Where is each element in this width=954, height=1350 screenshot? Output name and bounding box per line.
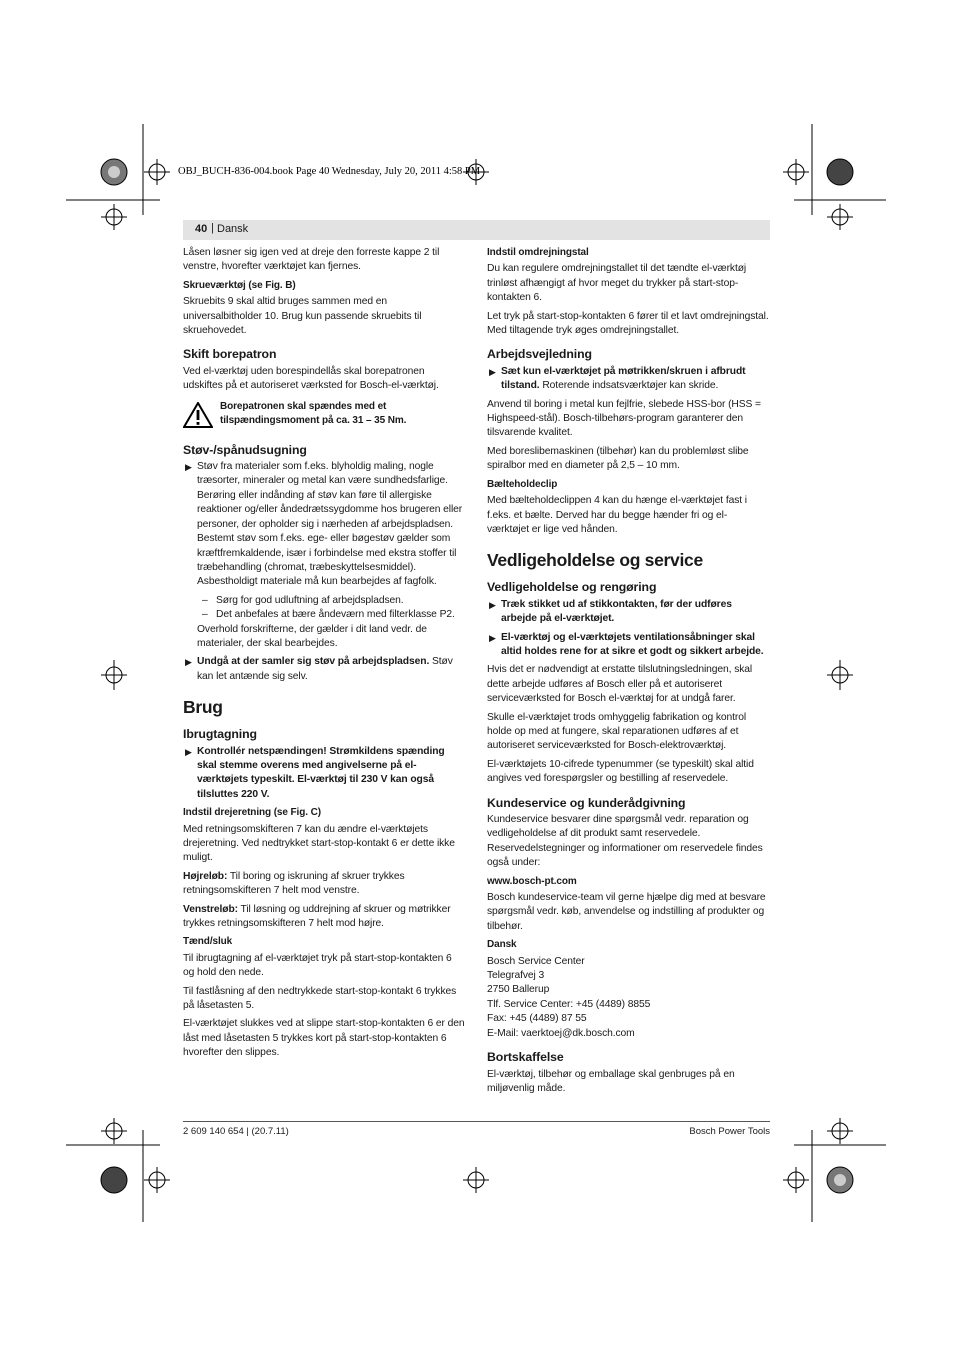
address-line: Telegrafvej 3 <box>487 970 545 982</box>
chuck-paragraph: Ved el-værktøj uden borespindellås skal borepatronen udskiftes på et autoriseret værksted for Bosch-el-værktøj. <box>183 365 439 392</box>
ibrug-bullet-text: Kontrollér netspændingen! Strømkildens spænding skal stemme overens med angivelserne på el-værktøjets typeskilt. El-værktøj til 230 V kan også tilsluttes 220 V. <box>197 745 445 800</box>
footer-brand: Bosch Power Tools <box>689 1126 770 1137</box>
clip-paragraph: Med bælteholdeclippen 4 kan du hænge el-værktøjet fast i f.eks. et bælte. Derved har du begge hænder fri og el-værktøjet er lige ved hånden. <box>487 495 747 535</box>
bullet-icon: ▶ <box>185 746 192 757</box>
onoff-paragraph-3: El-værktøjet slukkes ved at slippe start-stop-kontakten 6 er den låst med låsetasten 5 trykkes kort på start-stop-kontakten 6 hvorefter den slippes. <box>183 1018 465 1059</box>
address-line: 2750 Ballerup <box>487 984 550 996</box>
dust-note: Overhold forskrifterne, der gælder i dit land vedr. de materialer, der skal bearbejdes. <box>197 623 427 649</box>
dust-bullet <box>183 460 465 590</box>
footer-doc-number: 2 609 140 654 | (20.7.11) <box>183 1126 289 1137</box>
clean-title: Vedligeholdelse og rengøring <box>487 580 657 595</box>
bullet-icon: ▶ <box>489 366 496 377</box>
chuck-warning-text: Borepatronen skal spændes med et tilspændingsmoment på ca. 31 – 35 Nm. <box>220 400 407 427</box>
chuck-warning <box>183 400 465 434</box>
right-column <box>487 246 769 1100</box>
warning-icon <box>183 402 213 428</box>
left-run-paragraph <box>183 903 465 932</box>
screwdriver-paragraph: Skruebits 9 skal altid bruges sammen med en universalbitholder 10. Brug kun passende skruebits til skruehovedet. <box>183 296 422 337</box>
dust-bullet-text: Støv fra materialer som f.eks. blyholdig maling, nogle træsorter, mineraler og metal kan være sundhedsfarlige. Berøring eller indånding af støv kan føre til allergiske reaktioner og/eller åndedrætssygdomme hos brugeren eller personer, der opholder sig i nærheden af arbejdspladsen. Bestemt støv som f.eks. ege- eller bøgestøv gælder som kræftfremkaldende, især i forbindelse med ekstra stoffer til træbehandling (chromat, træbeskyttelsesmiddel). Asbestholdigt materiale må kun bearbejdes af fagfolk. <box>197 461 463 588</box>
onoff-title: Tænd/sluk <box>183 936 233 948</box>
right-run-paragraph <box>183 870 465 899</box>
direction-title: Indstil drejeretning (se Fig. C) <box>183 807 321 819</box>
address-line: Bosch Service Center <box>487 955 585 967</box>
address-block <box>487 955 769 1041</box>
fax-line: Fax: +45 (4489) 87 55 <box>487 1013 587 1025</box>
header-separator: | <box>211 222 214 234</box>
print-header: OBJ_BUCH-836-004.book Page 40 Wednesday, July 20, 2011 4:58 PM <box>178 166 481 177</box>
brug-title: Brug <box>183 697 223 718</box>
dust-dash-1: – Sørg for god udluftning af arbejdspladsen. <box>202 594 404 606</box>
work-bullet-rest: Roterende indsatsværktøjer kan skride. <box>539 380 719 392</box>
bullet-icon: ▶ <box>489 632 496 643</box>
bullet-icon: ▶ <box>185 657 192 668</box>
work-bullet-bold: Sæt kun el-værktøjet på møtrikken/skruen i afbrudt tilstand. <box>501 365 746 392</box>
page-number: 40 <box>195 223 208 235</box>
clip-title: Bælteholdeclip <box>487 478 558 490</box>
clean-paragraph-1: Hvis det er nødvendigt at erstatte tilslutningsledningen, skal dette arbejde udføres af Bosch eller på et autoriseret serviceværksted for Bosch el-værktøj for at undgå farer. <box>487 664 753 705</box>
direction-paragraph: Med retningsomskifteren 7 kan du ændre el-værktøjets drejeretning. Ved nedtrykket start-stop-kontakt 6 er dette ikke muligt. <box>183 823 455 864</box>
work-paragraph-2: Med boreslibemaskinen (tilbehør) kan du problemløst slibe spiralbor med en diameter på 2,5 – 10 mm. <box>487 445 749 472</box>
customer-title: Kundeservice og kunderådgivning <box>487 795 686 810</box>
left-column <box>183 246 465 1065</box>
dust-bullet-2-rest: Støv kan let antænde sig selv. <box>197 656 453 682</box>
ibrug-bullet <box>183 745 465 803</box>
email-line: E-Mail: vaerktoej@dk.bosch.com <box>487 1027 635 1039</box>
work-paragraph-1: Anvend til boring i metal kun fejlfrie, slebede HSS-bor (HSS = Highspeed-stål). Bosch-tilbehørs-program garanterer den tilsvarende kvalitet. <box>487 398 761 439</box>
footer-divider <box>183 1121 770 1122</box>
header-language: Dansk <box>217 223 249 235</box>
disposal-paragraph: El-værktøj, tilbehør og emballage skal genbruges på en miljøvenlig måde. <box>487 1068 735 1094</box>
chuck-title: Skift borepatron <box>183 347 277 362</box>
clean-paragraph-3: El-værktøjets 10-cifrede typenummer (se typeskilt) skal altid angives ved forespørgsler og bestilling af reservedele. <box>487 758 754 785</box>
website-link[interactable]: www.bosch-pt.com <box>487 875 577 887</box>
work-title: Arbejdsvejledning <box>487 347 592 362</box>
service-title: Vedligeholdelse og service <box>487 550 703 571</box>
left-run-text: Til løsning og uddrejning af skruer og møtrikker trykkes retningsomskifteren 7 helt mod højre. <box>183 903 451 930</box>
right-run-text: Til boring og iskruning af skruer trykkes retningsomskifteren 7 helt mod venstre. <box>183 870 405 897</box>
dust-title: Støv-/spånudsugning <box>183 442 307 457</box>
bullet-icon: ▶ <box>185 462 192 473</box>
customer-paragraph-2: Bosch kundeservice-team vil gerne hjælpe dig med at besvare spørgsmål vedr. køb, anvendelse og indstilling af produkter og tilbehør. <box>487 892 766 932</box>
speed-paragraph-1: Du kan regulere omdrejningstallet til det tændte el-værktøj trinløst afhængigt af hvor meget du trykker på start-stop-kontakten 6. <box>487 263 747 304</box>
left-run-label: Venstreløb: <box>183 903 238 915</box>
dust-dash-2-text: Det anbefales at bære åndeværn med filterklasse P2. <box>216 609 455 621</box>
ibrug-title: Ibrugtagning <box>183 727 257 742</box>
onoff-paragraph-2: Til fastlåsning af den nedtrykkede start-stop-kontakt 6 trykkes på låsetasten 5. <box>183 985 457 1012</box>
speed-paragraph-2: Let tryk på start-stop-kontakten 6 fører til et lavt omdrejningstal. Med tiltagende tryk øges omdrejningstallet. <box>487 310 769 337</box>
clean-bullet-1 <box>487 598 769 627</box>
page-header-bar <box>183 220 770 240</box>
customer-paragraph: Kundeservice besvarer dine spørgsmål vedr. reparation og vedligeholdelse af dit produkt samt reservedele. Reservedelstegninger og informationer om reservedele findes også under: <box>487 814 763 869</box>
dust-dash-2: – Det anbefales at bære åndeværn med filterklasse P2. <box>202 609 455 621</box>
screwdriver-title: Skrueværktøj (se Fig. B) <box>183 279 296 291</box>
phone-line: Tlf. Service Center: +45 (4489) 8855 <box>487 998 651 1010</box>
speed-title: Indstil omdrejningstal <box>487 247 589 258</box>
dust-bullet-2 <box>183 655 465 684</box>
clean-bullet-2 <box>487 631 769 660</box>
clean-paragraph-2: Skulle el-værktøjet trods omhyggelig fabrikation og kontrol holde op med at fungere, skal reparationen udføres af et autoriseret serviceværksted for Bosch-elektroværktøj. <box>487 711 747 752</box>
dust-dash-1-text: Sørg for god udluftning af arbejdspladsen. <box>216 594 404 606</box>
clean-bullet-1-text: Træk stikket ud af stikkontakten, før der udføres arbejde på el-værktøjet. <box>501 598 732 625</box>
dust-bullet-2-bold: Undgå at der samler sig støv på arbejdspladsen. <box>197 656 430 668</box>
intro-paragraph: Låsen løsner sig igen ved at dreje den forreste kappe 2 til venstre, hvorefter værktøjet kan fjernes. <box>183 247 440 273</box>
bullet-icon: ▶ <box>489 599 496 610</box>
onoff-paragraph-1: Til ibrugtagning af el-værktøjet tryk på start-stop-kontakten 6 og hold den nede. <box>183 952 452 979</box>
disposal-title: Bortskaffelse <box>487 1050 564 1065</box>
clean-bullet-2-text: El-værktøj og el-værktøjets ventilationsåbninger skal altid holdes rene for at sikre et godt og sikkert arbejde. <box>501 631 764 657</box>
dansk-title: Dansk <box>487 939 517 951</box>
work-bullet <box>487 365 769 394</box>
right-run-label: Højreløb: <box>183 870 228 882</box>
